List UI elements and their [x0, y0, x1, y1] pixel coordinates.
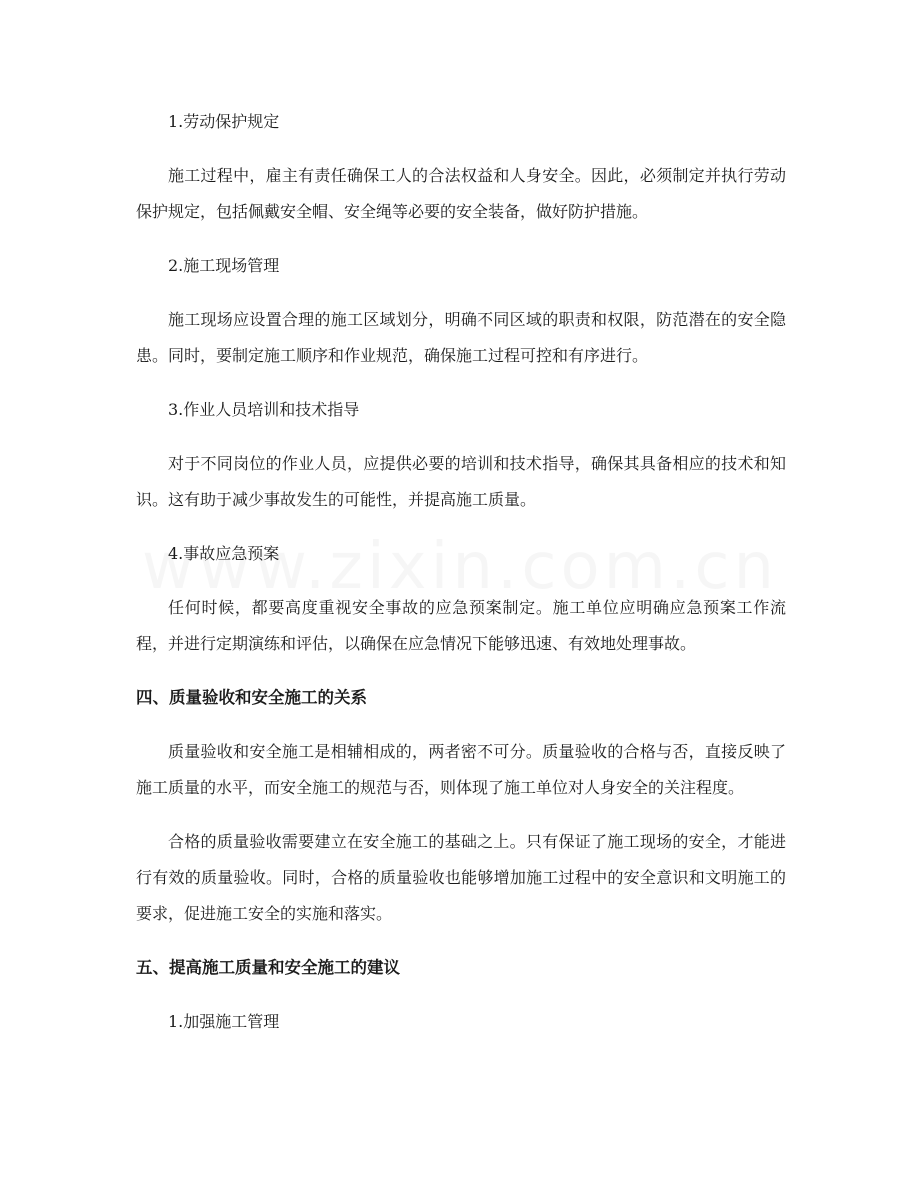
paragraph-emergency-plan: 任何时候，都要高度重视安全事故的应急预案制定。施工单位应明确应急预案工作流程，并进行定期演练和评估，以确保在应急情况下能够迅速、有效地处理事故。 [136, 598, 786, 653]
section-heading-5: 五、提高施工质量和安全施工的建议 [136, 958, 400, 977]
subheading-worker-training: 3.作业人员培训和技术指导 [168, 400, 360, 419]
subheading-strengthen-management: 1.加强施工管理 [168, 1012, 280, 1031]
subheading-labor-protection: 1.劳动保护规定 [168, 112, 280, 131]
paragraph-worker-training: 对于不同岗位的作业人员，应提供必要的培训和技术指导，确保其具备相应的技术和知识。这有助于减少事故发生的可能性，并提高施工质量。 [136, 454, 786, 509]
subheading-site-management: 2.施工现场管理 [168, 256, 280, 275]
paragraph-relationship-1: 质量验收和安全施工是相辅相成的，两者密不可分。质量验收的合格与否，直接反映了施工质量的水平，而安全施工的规范与否，则体现了施工单位对人身安全的关注程度。 [136, 742, 786, 797]
section-heading-4: 四、质量验收和安全施工的关系 [136, 688, 367, 707]
subheading-emergency-plan: 4.事故应急预案 [168, 544, 280, 563]
paragraph-site-management: 施工现场应设置合理的施工区域划分，明确不同区域的职责和权限，防范潜在的安全隐患。同时，要制定施工顺序和作业规范，确保施工过程可控和有序进行。 [136, 310, 786, 365]
paragraph-labor-protection: 施工过程中，雇主有责任确保工人的合法权益和人身安全。因此，必须制定并执行劳动保护规定，包括佩戴安全帽、安全绳等必要的安全装备，做好防护措施。 [136, 166, 786, 221]
paragraph-relationship-2: 合格的质量验收需要建立在安全施工的基础之上。只有保证了施工现场的安全，才能进行有效的质量验收。同时，合格的质量验收也能够增加施工过程中的安全意识和文明施工的要求，促进施工安全的实施和落实。 [136, 832, 786, 923]
document-body [136, 104, 786, 1058]
